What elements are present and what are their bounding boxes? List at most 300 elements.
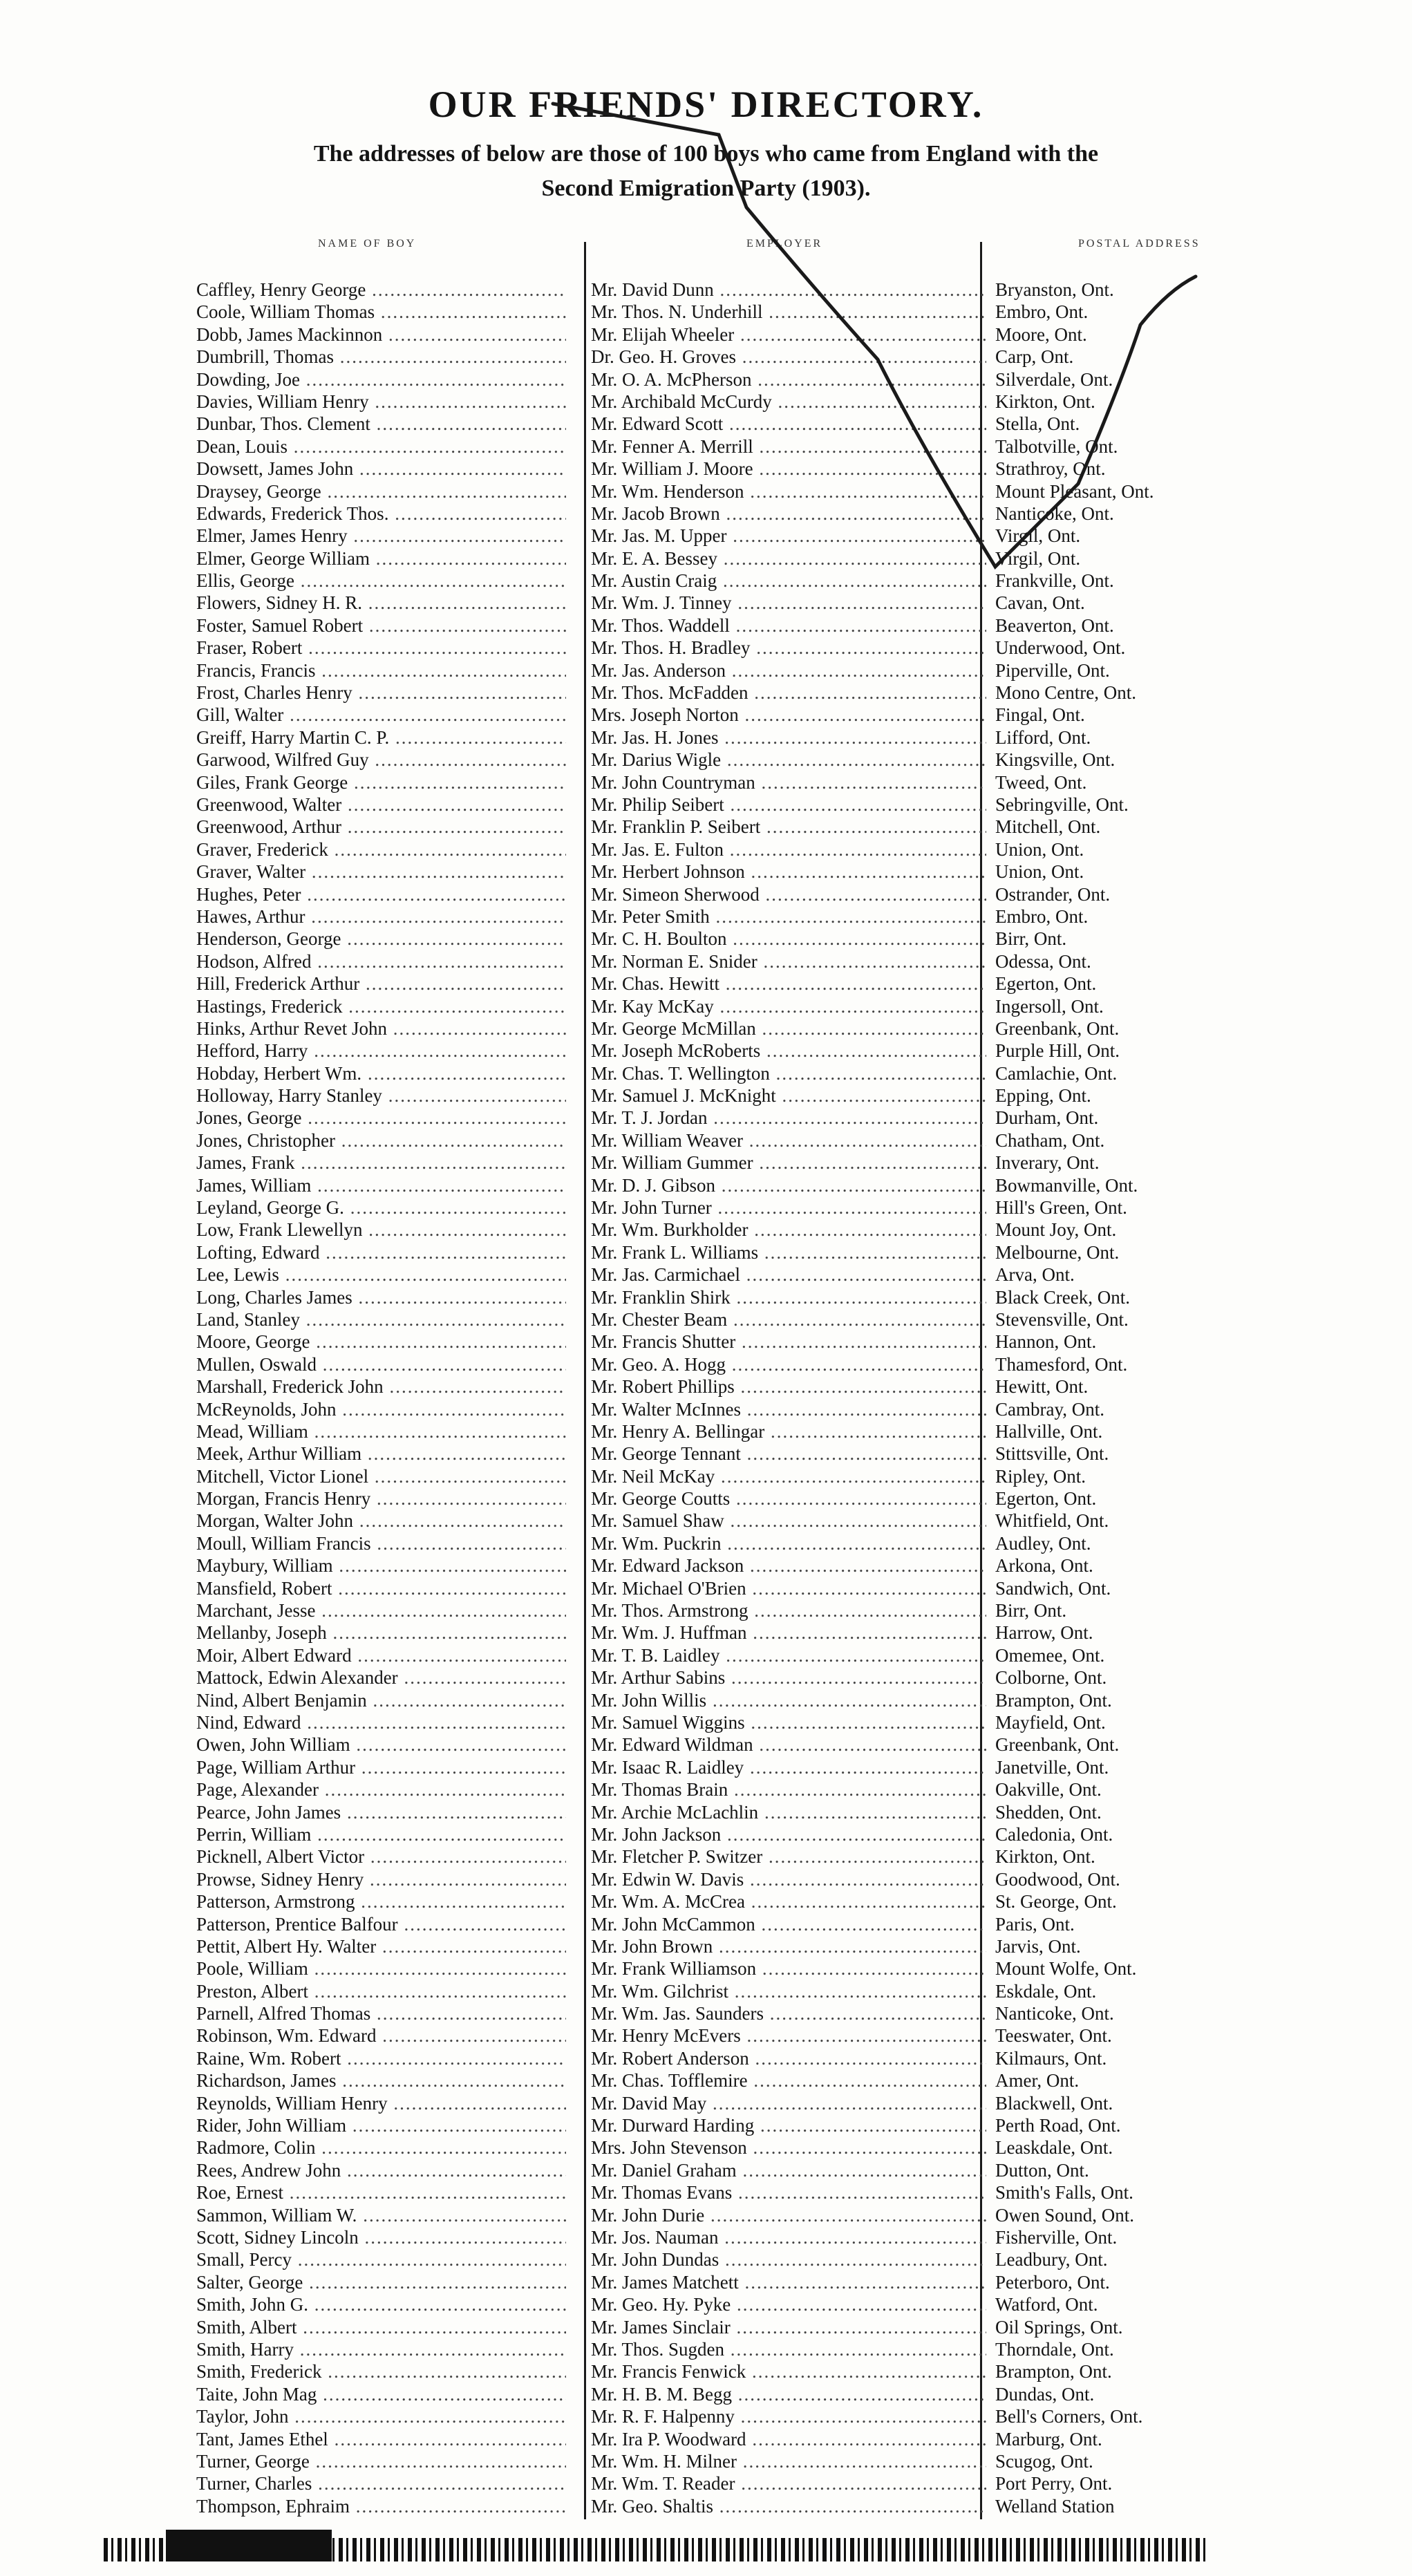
- postal-address-row: Beaverton, Ont.: [995, 614, 1114, 636]
- employer-row: Mr. Neil McKay .....: [591, 1465, 986, 1487]
- boy-name-row: Morgan, Walter John .....: [196, 1510, 566, 1532]
- postal-address-row: Cambray, Ont.: [995, 1398, 1104, 1420]
- employer-row: Mr. Thos. N. Underhill .....: [591, 301, 986, 323]
- boy-name-row: Tant, James Ethel .....: [196, 2428, 566, 2450]
- postal-address-row: Mayfield, Ont.: [995, 1712, 1106, 1733]
- boy-name-row: Draysey, George .....: [196, 480, 566, 502]
- boy-name-row: Elmer, George William .....: [196, 547, 566, 570]
- postal-address-row: Caledonia, Ont.: [995, 1823, 1113, 1845]
- boy-name-row: Graver, Frederick .....: [196, 838, 566, 861]
- employer-row: Mr. Peter Smith .....: [591, 905, 986, 928]
- employer-row: Mr. Fenner A. Merrill .....: [591, 435, 986, 458]
- page-subtitle-line1: The addresses of below are those of 100 boys who came from England with the: [313, 141, 1099, 167]
- employer-row: Mr. Thos. H. Bradley .....: [591, 637, 986, 659]
- boy-name-row: Jones, George .....: [196, 1107, 566, 1129]
- boy-name-row: Turner, Charles .....: [196, 2472, 566, 2494]
- employer-row: Mr. Wm. J. Tinney .....: [591, 592, 986, 614]
- boy-name-row: Davies, William Henry .....: [196, 391, 566, 413]
- boy-name-row: Hughes, Peter .....: [196, 883, 566, 905]
- postal-address-row: Underwood, Ont.: [995, 637, 1126, 659]
- page-subtitle-line2: Second Emigration Party (1903).: [541, 176, 871, 201]
- boy-name-row: Jones, Christopher .....: [196, 1129, 566, 1151]
- postal-address-row: Epping, Ont.: [995, 1085, 1091, 1107]
- boy-name-row: Fraser, Robert .....: [196, 637, 566, 659]
- postal-address-row: Owen Sound, Ont.: [995, 2204, 1134, 2226]
- postal-address-row: Stella, Ont.: [995, 413, 1080, 435]
- boy-name-row: Pettit, Albert Hy. Walter .....: [196, 1935, 566, 1957]
- boy-name-row: Dowding, Joe .....: [196, 368, 566, 391]
- boy-name-row: Frost, Charles Henry .....: [196, 681, 566, 704]
- employer-row: Mr. Walter McInnes .....: [591, 1398, 986, 1420]
- postal-address-row: Kirkton, Ont.: [995, 1846, 1095, 1868]
- boy-name-row: Raine, Wm. Robert .....: [196, 2047, 566, 2069]
- employer-row: Mr. Durward Harding .....: [591, 2114, 986, 2136]
- employer-row: Mr. Thos. Armstrong .....: [591, 1599, 986, 1621]
- boy-name-row: Smith, John G. .....: [196, 2293, 566, 2315]
- boy-name-row: Nind, Albert Benjamin .....: [196, 1689, 566, 1711]
- employer-row: Mr. Philip Seibert .....: [591, 793, 986, 816]
- page-edge-blot: [166, 2530, 332, 2561]
- employer-row: Mr. David Dunn .....: [591, 279, 986, 301]
- employer-row: Mr. Chas. Tofflemire .....: [591, 2069, 986, 2091]
- postal-address-row: Harrow, Ont.: [995, 1622, 1093, 1644]
- page-title: OUR FRIENDS' DIRECTORY.: [428, 84, 984, 125]
- boy-name-row: Dunbar, Thos. Clement .....: [196, 413, 566, 435]
- employer-row: Mrs. John Stevenson .....: [591, 2136, 986, 2159]
- employer-row: Mr. Wm. A. McCrea .....: [591, 1890, 986, 1912]
- postal-address-row: Union, Ont.: [995, 838, 1084, 860]
- postal-address-row: Kilmaurs, Ont.: [995, 2047, 1107, 2069]
- boy-name-row: Owen, John William .....: [196, 1733, 566, 1756]
- postal-address-row: Melbourne, Ont.: [995, 1241, 1120, 1263]
- employer-row: Mr. James Sinclair .....: [591, 2316, 986, 2338]
- postal-address-row: Hannon, Ont.: [995, 1331, 1097, 1353]
- boy-name-row: Dumbrill, Thomas .....: [196, 346, 566, 368]
- employer-row: Mr. Fletcher P. Switzer .....: [591, 1845, 986, 1868]
- boy-name-row: Long, Charles James .....: [196, 1286, 566, 1308]
- boy-name-row: Greenwood, Arthur .....: [196, 816, 566, 838]
- postal-address-row: Greenbank, Ont.: [995, 1017, 1120, 1039]
- postal-address-row: Colborne, Ont.: [995, 1667, 1107, 1689]
- boy-name-row: Radmore, Colin .....: [196, 2136, 566, 2159]
- employer-row: Mr. Henry McEvers .....: [591, 2024, 986, 2047]
- boy-name-row: Flowers, Sidney H. R. .....: [196, 592, 566, 614]
- boy-name-row: Mellanby, Joseph .....: [196, 1621, 566, 1644]
- employer-row: Mr. Geo. Shaltis .....: [591, 2495, 986, 2517]
- employer-row: Mr. Wm. Burkholder .....: [591, 1219, 986, 1241]
- boy-name-row: Maybury, William .....: [196, 1554, 566, 1577]
- postal-address-row: Whitfield, Ont.: [995, 1510, 1109, 1532]
- postal-address-row: Hill's Green, Ont.: [995, 1197, 1127, 1219]
- employer-row: Mr. Samuel Shaw .....: [591, 1510, 986, 1532]
- employer-row: Mr. Frank L. Williams .....: [591, 1241, 986, 1263]
- boy-name-row: Meek, Arthur William .....: [196, 1442, 566, 1465]
- boy-name-row: Elmer, James Henry .....: [196, 525, 566, 547]
- postal-address-row: Hallville, Ont.: [995, 1420, 1103, 1442]
- employer-row: Mr. William Weaver .....: [591, 1129, 986, 1151]
- postal-address-row: Kingsville, Ont.: [995, 749, 1116, 771]
- postal-address-row: Fingal, Ont.: [995, 704, 1085, 726]
- employer-row: Mr. John Jackson .....: [591, 1823, 986, 1845]
- boy-name-row: Garwood, Wilfred Guy .....: [196, 749, 566, 771]
- boy-name-row: Smith, Harry .....: [196, 2338, 566, 2360]
- postal-address-row: Dutton, Ont.: [995, 2159, 1089, 2181]
- employer-row: Mr. Herbert Johnson .....: [591, 861, 986, 883]
- postal-address-row: Strathroy, Ont.: [995, 458, 1106, 480]
- employer-row: Mr. William Gummer .....: [591, 1151, 986, 1174]
- employer-row: Mr. Edward Scott .....: [591, 413, 986, 435]
- boy-name-row: Caffley, Henry George .....: [196, 279, 566, 301]
- boy-name-row: Hill, Frederick Arthur .....: [196, 972, 566, 995]
- employer-row: Mr. Chester Beam .....: [591, 1308, 986, 1331]
- employer-row: Mr. Darius Wigle .....: [591, 749, 986, 771]
- boy-name-row: Gill, Walter .....: [196, 704, 566, 726]
- employer-row: Mr. Chas. Hewitt .....: [591, 972, 986, 995]
- boy-name-row: Sammon, William W. .....: [196, 2204, 566, 2226]
- employer-row: Mr. C. H. Boulton .....: [591, 928, 986, 950]
- postal-address-row: Mount Joy, Ont.: [995, 1219, 1117, 1241]
- postal-address-row: Jarvis, Ont.: [995, 1935, 1081, 1957]
- boy-name-row: Lee, Lewis .....: [196, 1263, 566, 1286]
- employer-row: Mr. David May .....: [591, 2092, 986, 2114]
- employer-row: Mr. Jas. E. Fulton .....: [591, 838, 986, 861]
- postal-address-row: Thorndale, Ont.: [995, 2338, 1114, 2360]
- boy-name-row: Moore, George .....: [196, 1331, 566, 1353]
- employer-row: Mr. Chas. T. Wellington .....: [591, 1062, 986, 1084]
- employer-row: Mr. Henry A. Bellingar .....: [591, 1420, 986, 1442]
- boy-name-row: Preston, Albert .....: [196, 1980, 566, 2002]
- employer-row: Mr. Austin Craig .....: [591, 570, 986, 592]
- postal-address-row: Mitchell, Ont.: [995, 816, 1101, 838]
- postal-address-row: Cavan, Ont.: [995, 592, 1085, 614]
- postal-address-row: Goodwood, Ont.: [995, 1868, 1120, 1890]
- employer-row: Mr. Daniel Graham .....: [591, 2159, 986, 2181]
- employer-row: Mr. Franklin P. Seibert .....: [591, 816, 986, 838]
- postal-address-row: Birr, Ont.: [995, 928, 1067, 950]
- postal-address-row: Bryanston, Ont.: [995, 279, 1114, 300]
- postal-address-row: Egerton, Ont.: [995, 973, 1097, 995]
- postal-address-row: Marburg, Ont.: [995, 2428, 1102, 2450]
- postal-address-row: Ostrander, Ont.: [995, 883, 1111, 905]
- employer-row: Mr. Michael O'Brien .....: [591, 1577, 986, 1599]
- boy-name-row: Hastings, Frederick .....: [196, 995, 566, 1017]
- employer-row: Mr. R. F. Halpenny .....: [591, 2405, 986, 2427]
- postal-address-row: Leadbury, Ont.: [995, 2249, 1108, 2271]
- employer-row: Mrs. Joseph Norton .....: [591, 704, 986, 726]
- employer-row: Mr. Thos. Sugden .....: [591, 2338, 986, 2360]
- postal-address-row: Welland Station: [995, 2495, 1115, 2517]
- employer-row: Mr. George Tennant .....: [591, 1442, 986, 1465]
- employer-row: Mr. John Countryman .....: [591, 771, 986, 793]
- employer-row: Mr. Simeon Sherwood .....: [591, 883, 986, 905]
- employer-row: Mr. Wm. Henderson .....: [591, 480, 986, 502]
- postal-address-row: Port Perry, Ont.: [995, 2473, 1113, 2494]
- employer-row: Mr. Geo. A. Hogg .....: [591, 1353, 986, 1375]
- employer-row: Mr. Joseph McRoberts .....: [591, 1040, 986, 1062]
- postal-address-row: Sebringville, Ont.: [995, 793, 1129, 815]
- boy-name-row: Roe, Ernest .....: [196, 2181, 566, 2203]
- postal-address-row: Greenbank, Ont.: [995, 1734, 1120, 1756]
- postal-address-row: Lifford, Ont.: [995, 726, 1091, 748]
- boy-name-row: Dowsett, James John .....: [196, 458, 566, 480]
- boy-name-row: Page, William Arthur .....: [196, 1756, 566, 1778]
- boy-name-row: Francis, Francis .....: [196, 659, 566, 681]
- employer-row: Mr. Edward Jackson .....: [591, 1554, 986, 1577]
- employer-row: Mr. Ira P. Woodward .....: [591, 2428, 986, 2450]
- postal-address-row: Ripley, Ont.: [995, 1465, 1086, 1487]
- boy-name-row: Hodson, Alfred .....: [196, 950, 566, 972]
- postal-address-row: Silverdale, Ont.: [995, 368, 1113, 390]
- employer-row: Mr. Archibald McCurdy .....: [591, 391, 986, 413]
- postal-address-row: Odessa, Ont.: [995, 950, 1091, 972]
- postal-address-row: Carp, Ont.: [995, 346, 1074, 368]
- postal-address-row: Dundas, Ont.: [995, 2383, 1095, 2405]
- employer-row: Mr. George Coutts .....: [591, 1487, 986, 1510]
- boy-name-row: Reynolds, William Henry .....: [196, 2092, 566, 2114]
- employer-row: Mr. Elijah Wheeler .....: [591, 323, 986, 346]
- employer-row: Mr. Wm. Puckrin .....: [591, 1532, 986, 1554]
- postal-address-row: Shedden, Ont.: [995, 1801, 1102, 1823]
- boy-name-row: Greiff, Harry Martin C. P. .....: [196, 726, 566, 749]
- employer-row: Mr. T. J. Jordan .....: [591, 1107, 986, 1129]
- postal-address-row: Virgil, Ont.: [995, 525, 1081, 547]
- boy-name-row: Hefford, Harry .....: [196, 1040, 566, 1062]
- postal-address-row: Mount Pleasant, Ont.: [995, 480, 1154, 502]
- postal-address-row: Embro, Ont.: [995, 301, 1089, 323]
- postal-address-row: Teeswater, Ont.: [995, 2025, 1112, 2047]
- postal-address-row: Nanticoke, Ont.: [995, 502, 1114, 524]
- boy-name-row: Mattock, Edwin Alexander .....: [196, 1666, 566, 1689]
- postal-address-row: Leaskdale, Ont.: [995, 2137, 1113, 2159]
- employer-row: Mr. Samuel J. McKnight .....: [591, 1084, 986, 1107]
- employer-row: Mr. T. B. Laidley .....: [591, 1644, 986, 1666]
- employer-row: Mr. Robert Anderson .....: [591, 2047, 986, 2069]
- postal-address-row: Black Creek, Ont.: [995, 1286, 1130, 1308]
- boy-name-row: Coole, William Thomas .....: [196, 301, 566, 323]
- postal-address-row: Camlachie, Ont.: [995, 1062, 1118, 1084]
- employer-row: Mr. Edward Wildman .....: [591, 1733, 986, 1756]
- employer-row: Mr. Wm. Gilchrist .....: [591, 1980, 986, 2002]
- postal-address-row: Moore, Ont.: [995, 323, 1087, 345]
- postal-address-row: Thamesford, Ont.: [995, 1353, 1128, 1375]
- employer-row: Mr. Arthur Sabins .....: [591, 1666, 986, 1689]
- boy-name-row: Marchant, Jesse .....: [196, 1599, 566, 1621]
- postal-address-row: Mount Wolfe, Ont.: [995, 1958, 1137, 1980]
- postal-address-row: Oakville, Ont.: [995, 1779, 1102, 1801]
- employer-row: Mr. Jas. Carmichael .....: [591, 1263, 986, 1286]
- boy-name-row: Turner, George .....: [196, 2450, 566, 2472]
- employer-row: Mr. Franklin Shirk .....: [591, 1286, 986, 1308]
- employer-row: Mr. Wm. T. Reader .....: [591, 2472, 986, 2494]
- postal-address-row: Kirkton, Ont.: [995, 391, 1095, 412]
- boy-name-row: Poole, William .....: [196, 1957, 566, 1980]
- boy-name-row: Perrin, William .....: [196, 1823, 566, 1845]
- boy-name-row: Greenwood, Walter .....: [196, 793, 566, 816]
- boy-name-row: Holloway, Harry Stanley .....: [196, 1084, 566, 1107]
- employer-row: Mr. E. A. Bessey .....: [591, 547, 986, 570]
- boy-name-row: Prowse, Sidney Henry .....: [196, 1868, 566, 1890]
- postal-address-row: Smith's Falls, Ont.: [995, 2182, 1133, 2203]
- column-header-name: NAME OF BOY: [318, 238, 417, 250]
- boy-name-row: Robinson, Wm. Edward .....: [196, 2024, 566, 2047]
- boy-name-row: Rider, John William .....: [196, 2114, 566, 2136]
- postal-address-row: Omemee, Ont.: [995, 1644, 1105, 1666]
- postal-address-row: St. George, Ont.: [995, 1891, 1117, 1912]
- boy-name-row: Page, Alexander .....: [196, 1778, 566, 1801]
- employer-row: Mr. Wm. H. Milner .....: [591, 2450, 986, 2472]
- boy-name-row: Graver, Walter .....: [196, 861, 566, 883]
- boy-name-row: Moull, William Francis .....: [196, 1532, 566, 1554]
- boy-name-row: James, Frank .....: [196, 1151, 566, 1174]
- boy-name-row: James, William .....: [196, 1174, 566, 1196]
- boy-name-row: Smith, Frederick .....: [196, 2360, 566, 2382]
- boy-name-row: Mullen, Oswald .....: [196, 1353, 566, 1375]
- employer-row: Mr. H. B. M. Begg .....: [591, 2383, 986, 2405]
- employer-row: Mr. Jas. Anderson .....: [591, 659, 986, 681]
- employer-row: Mr. Wm. J. Huffman .....: [591, 1621, 986, 1644]
- boy-name-row: Patterson, Prentice Balfour .....: [196, 1913, 566, 1935]
- boy-name-row: Picknell, Albert Victor .....: [196, 1845, 566, 1868]
- employer-row: Dr. Geo. H. Groves .....: [591, 346, 986, 368]
- postal-address-row: Stittsville, Ont.: [995, 1443, 1109, 1465]
- employer-row: Mr. Jas. H. Jones .....: [591, 726, 986, 749]
- boy-name-row: Edwards, Frederick Thos. .....: [196, 502, 566, 525]
- boy-name-row: Henderson, George .....: [196, 928, 566, 950]
- employer-row: Mr. Francis Shutter .....: [591, 1331, 986, 1353]
- boy-name-row: Taylor, John .....: [196, 2405, 566, 2427]
- postal-address-row: Tweed, Ont.: [995, 771, 1087, 793]
- postal-address-row: Frankville, Ont.: [995, 570, 1114, 592]
- employer-row: Mr. Wm. Jas. Saunders .....: [591, 2002, 986, 2024]
- postal-address-row: Bowmanville, Ont.: [995, 1174, 1138, 1196]
- employer-row: Mr. Robert Phillips .....: [591, 1375, 986, 1398]
- column-header-postal-address: POSTAL ADDRESS: [1078, 238, 1201, 250]
- column-header-employer: EMPLOYER: [746, 238, 823, 250]
- employer-row: Mr. William J. Moore .....: [591, 458, 986, 480]
- employer-row: Mr. Samuel Wiggins .....: [591, 1711, 986, 1733]
- postal-address-row: Oil Springs, Ont.: [995, 2316, 1123, 2338]
- employer-row: Mr. John Dundas .....: [591, 2248, 986, 2271]
- employer-row: Mr. Jacob Brown .....: [591, 502, 986, 525]
- postal-address-row: Embro, Ont.: [995, 905, 1089, 927]
- postal-address-row: Egerton, Ont.: [995, 1488, 1097, 1510]
- boy-name-row: Mead, William .....: [196, 1420, 566, 1442]
- postal-address-row: Watford, Ont.: [995, 2294, 1098, 2315]
- postal-address-row: Fisherville, Ont.: [995, 2226, 1118, 2248]
- postal-address-row: Audley, Ont.: [995, 1532, 1091, 1554]
- employer-row: Mr. Edwin W. Davis .....: [591, 1868, 986, 1890]
- postal-address-row: Eskdale, Ont.: [995, 1980, 1097, 2002]
- postal-address-row: Birr, Ont.: [995, 1600, 1067, 1621]
- boy-name-row: Rees, Andrew John .....: [196, 2159, 566, 2181]
- boy-name-row: Salter, George .....: [196, 2271, 566, 2293]
- employer-row: Mr. John Turner .....: [591, 1196, 986, 1219]
- boy-name-row: Hobday, Herbert Wm. .....: [196, 1062, 566, 1084]
- employer-row: Mr. Thomas Evans .....: [591, 2181, 986, 2203]
- employer-row: Mr. John Brown .....: [591, 1935, 986, 1957]
- postal-address-row: Paris, Ont.: [995, 1913, 1075, 1935]
- employer-row: Mr. Isaac R. Laidley .....: [591, 1756, 986, 1778]
- boy-name-row: Richardson, James .....: [196, 2069, 566, 2091]
- postal-address-row: Chatham, Ont.: [995, 1129, 1105, 1151]
- employer-row: Mr. Thomas Brain .....: [591, 1778, 986, 1801]
- postal-address-row: Janetville, Ont.: [995, 1756, 1109, 1778]
- postal-address-row: Blackwell, Ont.: [995, 2092, 1113, 2114]
- postal-address-row: Arkona, Ont.: [995, 1555, 1093, 1577]
- employer-row: Mr. D. J. Gibson .....: [591, 1174, 986, 1196]
- employer-row: Mr. James Matchett .....: [591, 2271, 986, 2293]
- boy-name-row: Moir, Albert Edward .....: [196, 1644, 566, 1666]
- boy-name-row: Dobb, James Mackinnon .....: [196, 323, 566, 346]
- boy-name-row: Smith, Albert .....: [196, 2316, 566, 2338]
- boy-name-row: Small, Percy .....: [196, 2248, 566, 2271]
- postal-address-row: Mono Centre, Ont.: [995, 682, 1136, 704]
- boy-name-row: McReynolds, John .....: [196, 1398, 566, 1420]
- postal-address-row: Amer, Ont.: [995, 2070, 1080, 2091]
- boy-name-row: Ellis, George .....: [196, 570, 566, 592]
- boy-name-row: Scott, Sidney Lincoln .....: [196, 2226, 566, 2248]
- postal-address-row: Brampton, Ont.: [995, 2361, 1112, 2382]
- boy-name-row: Lofting, Edward .....: [196, 1241, 566, 1263]
- boy-name-row: Parnell, Alfred Thomas .....: [196, 2002, 566, 2024]
- postal-address-row: Stevensville, Ont.: [995, 1308, 1129, 1330]
- boy-name-row: Nind, Edward .....: [196, 1711, 566, 1733]
- postal-address-row: Arva, Ont.: [995, 1264, 1075, 1286]
- postal-address-row: Virgil, Ont.: [995, 547, 1081, 569]
- boy-name-row: Leyland, George G. .....: [196, 1196, 566, 1219]
- boy-name-row: Hinks, Arthur Revet John .....: [196, 1017, 566, 1040]
- boy-name-row: Dean, Louis .....: [196, 435, 566, 458]
- boy-name-row: Giles, Frank George .....: [196, 771, 566, 793]
- postal-address-row: Piperville, Ont.: [995, 659, 1110, 681]
- postal-address-row: Inverary, Ont.: [995, 1152, 1100, 1174]
- postal-address-row: Peterboro, Ont.: [995, 2271, 1110, 2293]
- boy-name-row: Land, Stanley .....: [196, 1308, 566, 1331]
- employer-row: Mr. O. A. McPherson .....: [591, 368, 986, 391]
- boy-name-row: Taite, John Mag .....: [196, 2383, 566, 2405]
- employer-row: Mr. Archie McLachlin .....: [591, 1801, 986, 1823]
- postal-address-row: Purple Hill, Ont.: [995, 1040, 1120, 1062]
- boy-name-row: Pearce, John James .....: [196, 1801, 566, 1823]
- boy-name-row: Morgan, Francis Henry .....: [196, 1487, 566, 1510]
- employer-row: Mr. John Durie .....: [591, 2204, 986, 2226]
- boy-name-row: Hawes, Arthur .....: [196, 905, 566, 928]
- postal-address-row: Brampton, Ont.: [995, 1689, 1112, 1711]
- postal-address-row: Nanticoke, Ont.: [995, 2003, 1114, 2024]
- employer-row: Mr. John Willis .....: [591, 1689, 986, 1711]
- postal-address-row: Scugog, Ont.: [995, 2450, 1093, 2472]
- employer-row: Mr. Norman E. Snider .....: [591, 950, 986, 972]
- boy-name-row: Low, Frank Llewellyn .....: [196, 1219, 566, 1241]
- boy-name-row: Foster, Samuel Robert .....: [196, 614, 566, 637]
- postal-address-row: Bell's Corners, Ont.: [995, 2406, 1143, 2427]
- boy-name-row: Mansfield, Robert .....: [196, 1577, 566, 1599]
- employer-row: Mr. Kay McKay .....: [591, 995, 986, 1017]
- employer-row: Mr. Jos. Nauman .....: [591, 2226, 986, 2248]
- employer-row: Mr. Thos. Waddell .....: [591, 614, 986, 637]
- boy-name-row: Thompson, Ephraim .....: [196, 2495, 566, 2517]
- postal-address-row: Talbotville, Ont.: [995, 435, 1118, 457]
- postal-address-row: Union, Ont.: [995, 861, 1084, 883]
- postal-address-row: Hewitt, Ont.: [995, 1376, 1089, 1398]
- postal-address-row: Ingersoll, Ont.: [995, 995, 1104, 1017]
- boy-name-row: Mitchell, Victor Lionel .....: [196, 1465, 566, 1487]
- postal-address-row: Sandwich, Ont.: [995, 1577, 1111, 1599]
- employer-row: Mr. Geo. Hy. Pyke .....: [591, 2293, 986, 2315]
- employer-row: Mr. Thos. McFadden .....: [591, 681, 986, 704]
- postal-address-row: Durham, Ont.: [995, 1107, 1099, 1129]
- employer-row: Mr. George McMillan .....: [591, 1017, 986, 1040]
